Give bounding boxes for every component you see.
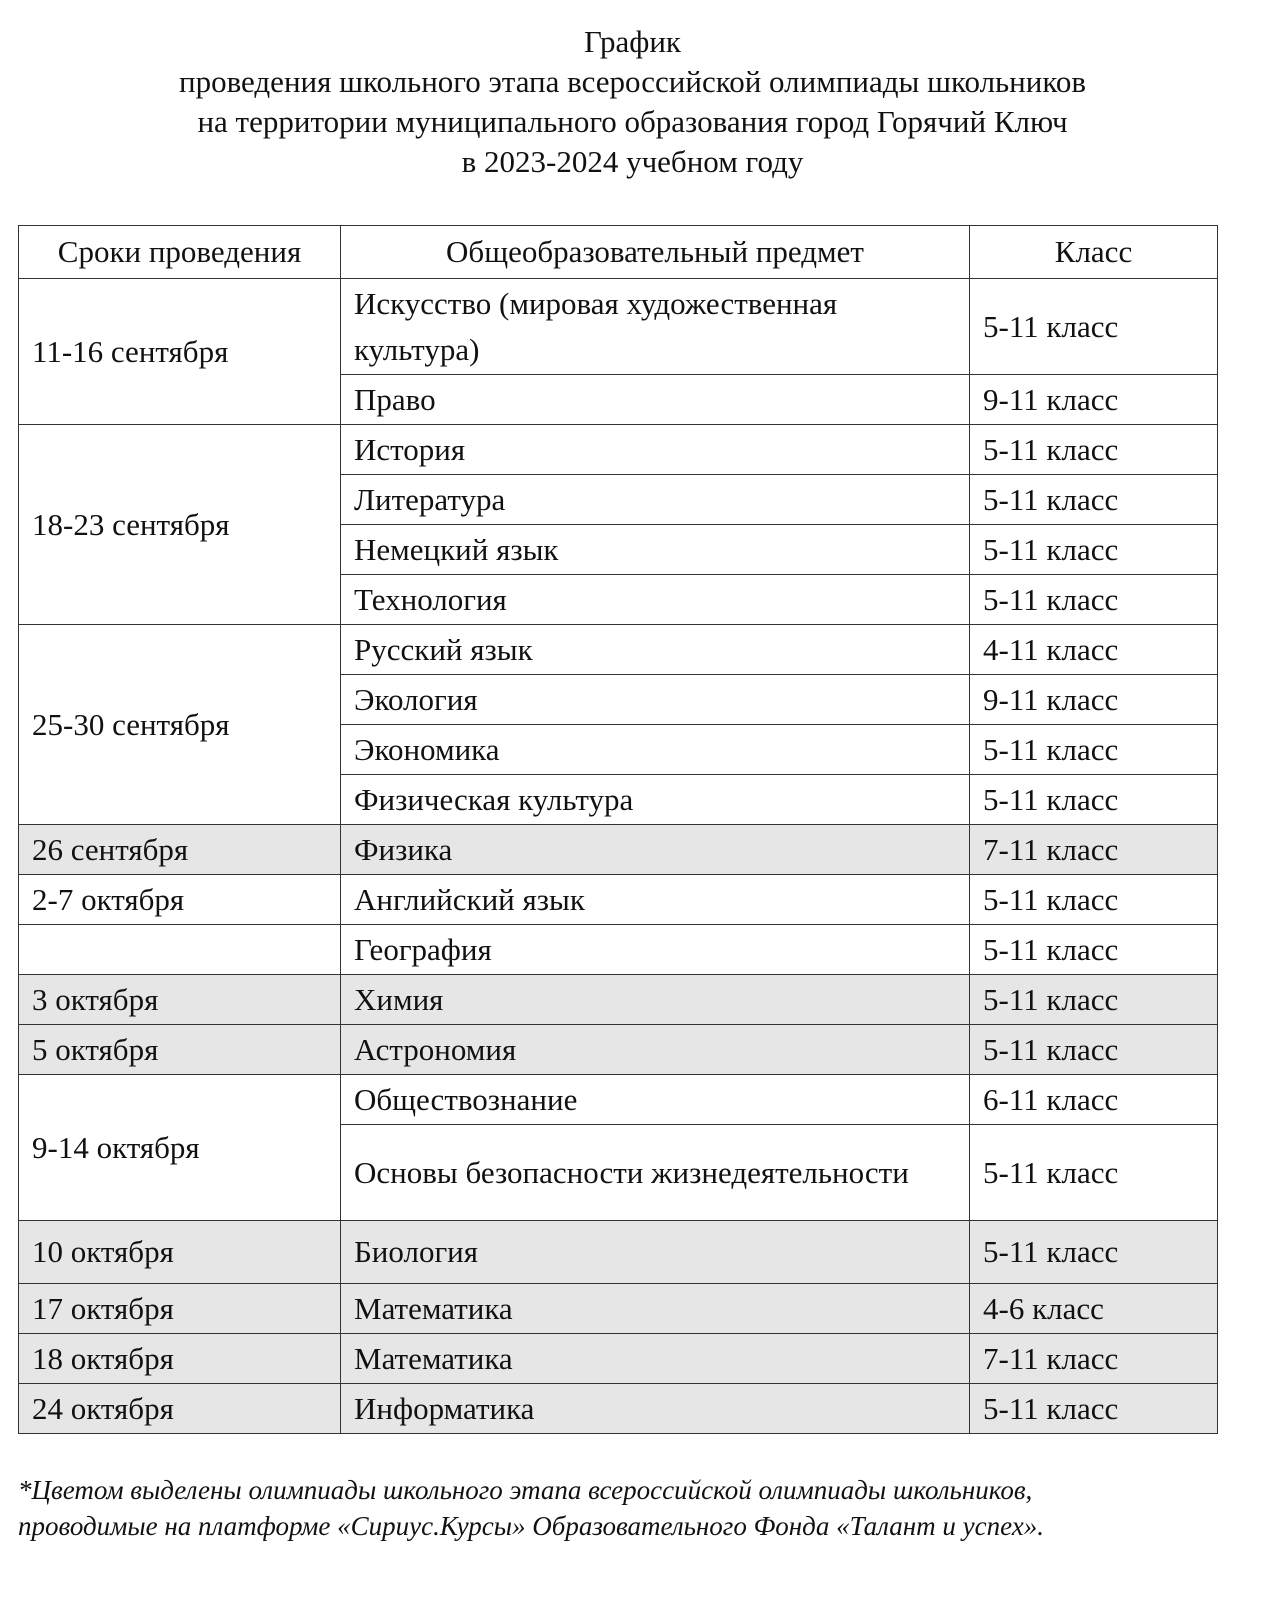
title-line-2: проведения школьного этапа всероссийской олимпиады школьников xyxy=(179,64,1086,99)
subject-cell: Немецкий язык xyxy=(341,525,970,575)
table-row-highlighted xyxy=(19,975,1218,1025)
title-line-3: на территории муниципального образования город Горячий Ключ xyxy=(197,104,1068,139)
grade-cell: 5-11 класс xyxy=(970,1125,1218,1221)
table-header-row xyxy=(19,226,1218,279)
subject-cell: Биология xyxy=(341,1221,970,1284)
subject-cell: Обществознание xyxy=(341,1075,970,1125)
date-cell: 18-23 сентября xyxy=(19,425,341,625)
table-row-highlighted xyxy=(19,1025,1218,1075)
title-line-4: в 2023-2024 учебном году xyxy=(461,144,804,179)
subject-cell: История xyxy=(341,425,970,475)
grade-cell: 4-6 класс xyxy=(970,1284,1218,1334)
date-cell: 10 октября xyxy=(19,1221,341,1284)
subject-cell: География xyxy=(341,925,970,975)
subject-cell: Английский язык xyxy=(341,875,970,925)
date-cell: 9-14 октября xyxy=(19,1075,341,1221)
grade-cell: 6-11 класс xyxy=(970,1075,1218,1125)
grade-cell: 7-11 класс xyxy=(970,825,1218,875)
grade-cell: 5-11 класс xyxy=(970,525,1218,575)
grade-cell: 5-11 класс xyxy=(970,925,1218,975)
date-cell: 25-30 сентября xyxy=(19,625,341,825)
subject-cell: Искусство (мировая художественная культура) xyxy=(341,279,970,375)
subject-cell: Экология xyxy=(341,675,970,725)
grade-cell: 5-11 класс xyxy=(970,1025,1218,1075)
subject-cell: Литература xyxy=(341,475,970,525)
footnote-line-1: *Цветом выделены олимпиады школьного этапа всероссийской олимпиады школьников, xyxy=(18,1475,1033,1505)
subject-cell: Информатика xyxy=(341,1384,970,1434)
document-title xyxy=(0,22,1265,182)
date-cell: 5 октября xyxy=(19,1025,341,1075)
grade-cell: 9-11 класс xyxy=(970,375,1218,425)
date-cell: 17 октября xyxy=(19,1284,341,1334)
grade-cell: 5-11 класс xyxy=(970,425,1218,475)
subject-cell: Математика xyxy=(341,1284,970,1334)
subject-cell: Астрономия xyxy=(341,1025,970,1075)
subject-cell: Физика xyxy=(341,825,970,875)
table-row-highlighted xyxy=(19,825,1218,875)
table-row-highlighted xyxy=(19,1334,1218,1384)
table-row xyxy=(19,1075,1218,1125)
grade-cell: 9-11 класс xyxy=(970,675,1218,725)
grade-cell: 5-11 класс xyxy=(970,575,1218,625)
subject-cell: Физическая культура xyxy=(341,775,970,825)
grade-cell: 5-11 класс xyxy=(970,1221,1218,1284)
date-cell: 3 октября xyxy=(19,975,341,1025)
grade-cell: 5-11 класс xyxy=(970,775,1218,825)
subject-cell: Химия xyxy=(341,975,970,1025)
table-row xyxy=(19,279,1218,375)
grade-cell: 5-11 класс xyxy=(970,279,1218,375)
table-row-highlighted xyxy=(19,1284,1218,1334)
subject-cell: Экономика xyxy=(341,725,970,775)
header-subject: Общеобразовательный предмет xyxy=(341,226,970,279)
table-row xyxy=(19,625,1218,675)
title-line-1: График xyxy=(584,24,681,59)
subject-cell: Математика xyxy=(341,1334,970,1384)
date-cell: 11-16 сентября xyxy=(19,279,341,425)
table-row xyxy=(19,875,1218,925)
grade-cell: 7-11 класс xyxy=(970,1334,1218,1384)
subject-cell: Право xyxy=(341,375,970,425)
grade-cell: 5-11 класс xyxy=(970,475,1218,525)
table-row xyxy=(19,425,1218,475)
subject-cell: Русский язык xyxy=(341,625,970,675)
header-dates: Сроки проведения xyxy=(19,226,341,279)
table-row xyxy=(19,925,1218,975)
grade-cell: 5-11 класс xyxy=(970,1384,1218,1434)
grade-cell: 4-11 класс xyxy=(970,625,1218,675)
date-cell: 18 октября xyxy=(19,1334,341,1384)
subject-cell: Технология xyxy=(341,575,970,625)
date-cell xyxy=(19,925,341,975)
table-row-highlighted xyxy=(19,1384,1218,1434)
schedule-table xyxy=(18,225,1218,1434)
grade-cell: 5-11 класс xyxy=(970,975,1218,1025)
date-cell: 24 октября xyxy=(19,1384,341,1434)
subject-cell: Основы безопасности жизнедеятельности xyxy=(341,1125,970,1221)
table-row-highlighted xyxy=(19,1221,1218,1284)
date-cell: 26 сентября xyxy=(19,825,341,875)
footnote xyxy=(18,1472,1248,1544)
header-grade: Класс xyxy=(970,226,1218,279)
grade-cell: 5-11 класс xyxy=(970,875,1218,925)
grade-cell: 5-11 класс xyxy=(970,725,1218,775)
footnote-line-2: проводимые на платформе «Сириус.Курсы» Образовательного Фонда «Талант и успех». xyxy=(18,1511,1044,1541)
date-cell: 2-7 октября xyxy=(19,875,341,925)
